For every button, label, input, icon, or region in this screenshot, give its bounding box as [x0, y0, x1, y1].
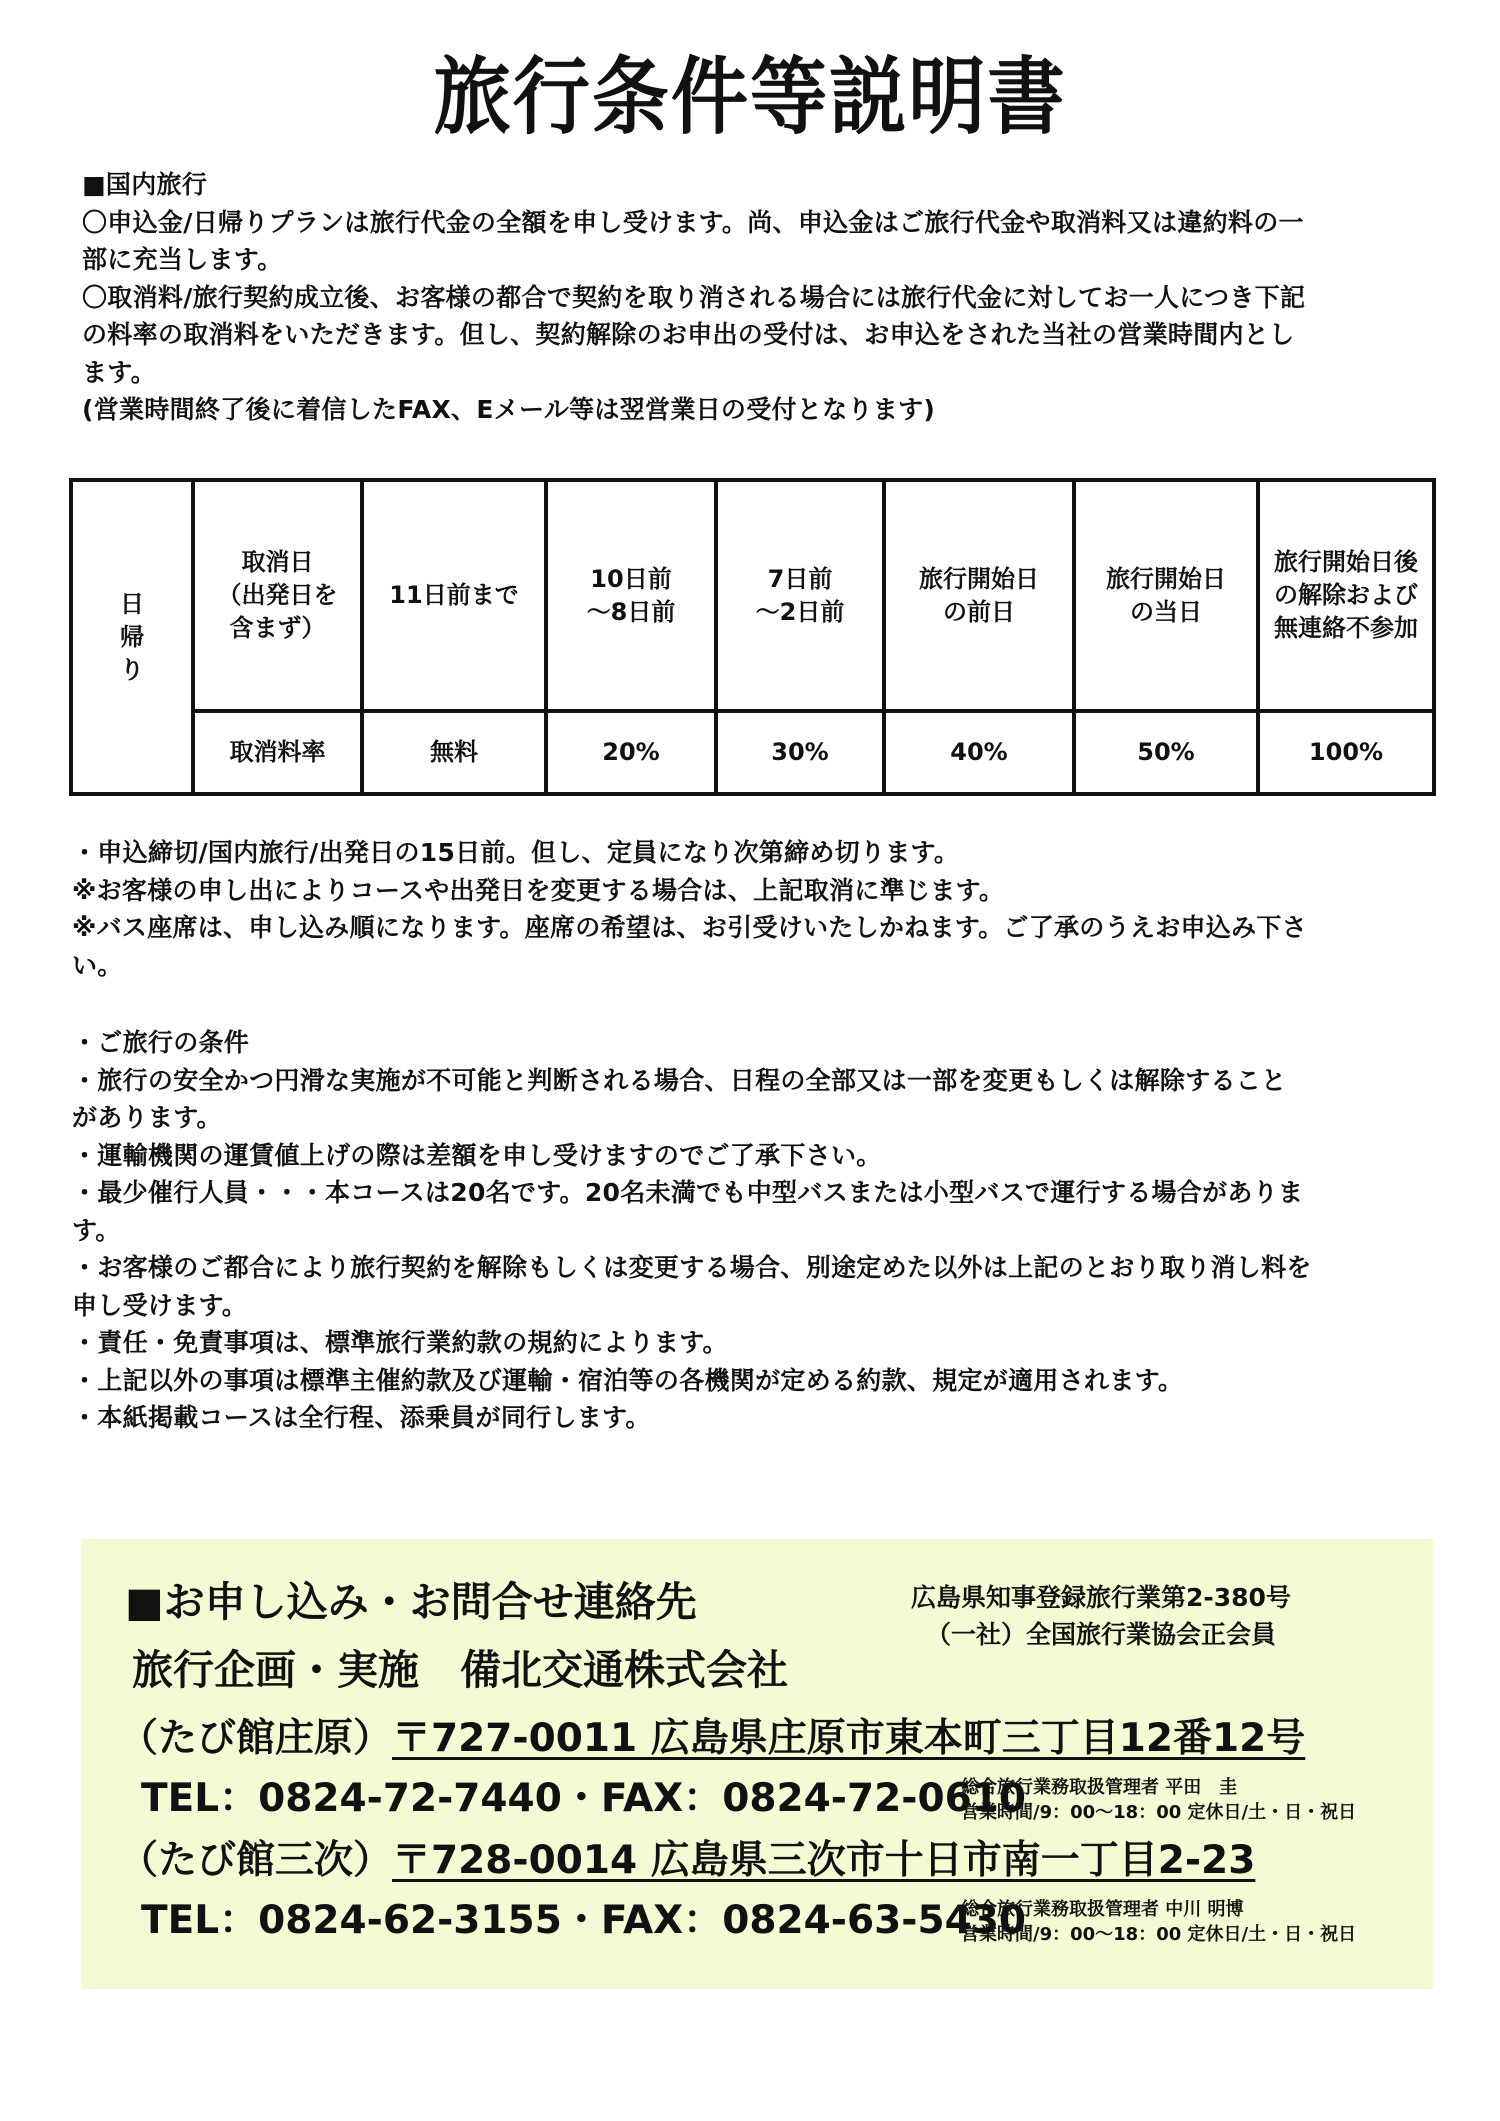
registration-number: 広島県知事登録旅行業第2-380号 [911, 1583, 1291, 1612]
section-heading: ■国内旅行 [82, 170, 208, 199]
manager-name: 総合旅行業務取扱管理者 平田 圭 [961, 1777, 1238, 1798]
business-hours: 営業時間/9：00～18：00 定休日/土・日・祝日 [961, 1802, 1357, 1823]
business-hours: 営業時間/9：00～18：00 定休日/土・日・祝日 [961, 1924, 1357, 1945]
intro-line: 〇取消料/旅行契約成立後、お客様の都合で契約を取り消される場合には旅行代金に対してお一人につき下記 [82, 282, 1306, 312]
domestic-travel-section [82, 166, 1442, 429]
condition-line: ・ご旅行の条件 [72, 1028, 250, 1057]
intro-line: 部に充当します。 [82, 245, 283, 274]
condition-line: ・責任・免責事項は、標準旅行業約款の規約によります。 [72, 1328, 728, 1357]
condition-line: ・旅行の安全かつ円滑な実施が不可能と判断される場合、日程の全部又は一部を変更もしくは解除すること [72, 1065, 1287, 1095]
intro-line: の料率の取消料をいただきます。但し、契約解除のお申出の受付は、お申込をされた当社の営業時間内とし [82, 320, 1295, 349]
office-shobara-info [961, 1775, 1356, 1825]
note-line: ・申込締切/国内旅行/出発日の15日前。但し、定員になり次第締め切ります。 [72, 838, 960, 867]
association-membership: （一社）全国旅行業協会正会員 [925, 1620, 1276, 1649]
intro-line: ます。 [82, 357, 156, 387]
office-miyoshi-address [119, 1829, 1255, 1885]
condition-line: ・運輸機関の運賃値上げの際は差額を申し受けますのでご了承下さい。 [72, 1140, 882, 1170]
condition-line: す。 [72, 1215, 121, 1245]
office-name: （たび館三次） [119, 1838, 393, 1883]
cancellation-fee-table [69, 478, 1436, 796]
office-miyoshi-info [961, 1897, 1356, 1947]
postal-address: 〒727-0011 広島県庄原市東本町三丁目12番12号 [392, 1716, 1306, 1761]
note-line: ※お客様の申し出によりコースや出発日を変更する場合は、上記取消に準じます。 [72, 875, 1005, 905]
company-name: 旅行企画・実施 備北交通株式会社 [132, 1646, 788, 1694]
note-line: い。 [72, 950, 123, 980]
cancel-date-header-cell: 取消日 （出発日を 含まず） [193, 480, 362, 711]
manager-name: 総合旅行業務取扱管理者 中川 明博 [961, 1899, 1244, 1920]
document-title: 旅行条件等説明書 [433, 48, 1067, 146]
rate-cell: 20% [546, 711, 716, 794]
period-cell: 旅行開始日 の当日 [1074, 480, 1258, 711]
rate-cell: 40% [884, 711, 1074, 794]
period-cell: 10日前 ～8日前 [546, 480, 716, 711]
condition-line: があります。 [72, 1103, 222, 1132]
office-shobara-address [119, 1707, 1305, 1763]
postal-address: 〒728-0014 広島県三次市十日市南一丁目2-23 [392, 1838, 1256, 1883]
condition-line: ・上記以外の事項は標準主催約款及び運輸・宿泊等の各機関が定める約款、規定が適用されます。 [72, 1365, 1184, 1395]
note-line: ※バス座席は、申し込み順になります。座席の希望は、お引受けいたしかねます。ご了承のうえお申込み下さ [72, 913, 1308, 942]
intro-line: (営業時間終了後に着信したFAX、Eメール等は翌営業日の受付となります) [82, 395, 936, 424]
table-row-period [71, 480, 1434, 711]
condition-line: ・最少催行人員・・・本コースは20名です。20名未満でも中型バスまたは小型バスで運行する場合がありま [72, 1178, 1304, 1207]
condition-line: 申し受けます。 [72, 1290, 248, 1320]
condition-line: ・お客様のご都合により旅行契約を解除もしくは変更する場合、別途定めた以外は上記のとおり取り消し料を [72, 1253, 1312, 1282]
rate-cell: 50% [1074, 711, 1258, 794]
rate-header-cell: 取消料率 [193, 711, 362, 794]
travel-conditions [72, 1024, 1432, 1437]
day-trip-label-cell: 日 帰 り [71, 480, 193, 794]
rate-cell: 無料 [362, 711, 546, 794]
office-name: （たび館庄原） [119, 1716, 393, 1761]
office-miyoshi-phones: TEL：0824-62-3155・FAX：0824-63-5430 [141, 1898, 1026, 1943]
condition-line: ・本紙掲載コースは全行程、添乗員が同行します。 [72, 1403, 651, 1432]
rate-cell: 100% [1258, 711, 1434, 794]
registration-info [911, 1579, 1291, 1653]
period-cell: 旅行開始日 の前日 [884, 480, 1074, 711]
table-row-rate [71, 711, 1434, 794]
rate-cell: 30% [716, 711, 884, 794]
intro-line: 〇申込金/日帰りプランは旅行代金の全額を申し受けます。尚、申込金はご旅行代金や取消料又は違約料の一 [82, 207, 1304, 237]
contact-box [81, 1539, 1433, 1989]
contact-heading: ■お申し込み・お問合せ連絡先 [125, 1578, 697, 1626]
period-cell: 11日前まで [362, 480, 546, 711]
application-notes [72, 834, 1432, 984]
period-cell: 旅行開始日後 の解除および 無連絡不参加 [1258, 480, 1434, 711]
period-cell: 7日前 ～2日前 [716, 480, 884, 711]
office-shobara-phones: TEL：0824-72-7440・FAX：0824-72-0610 [141, 1776, 1026, 1821]
